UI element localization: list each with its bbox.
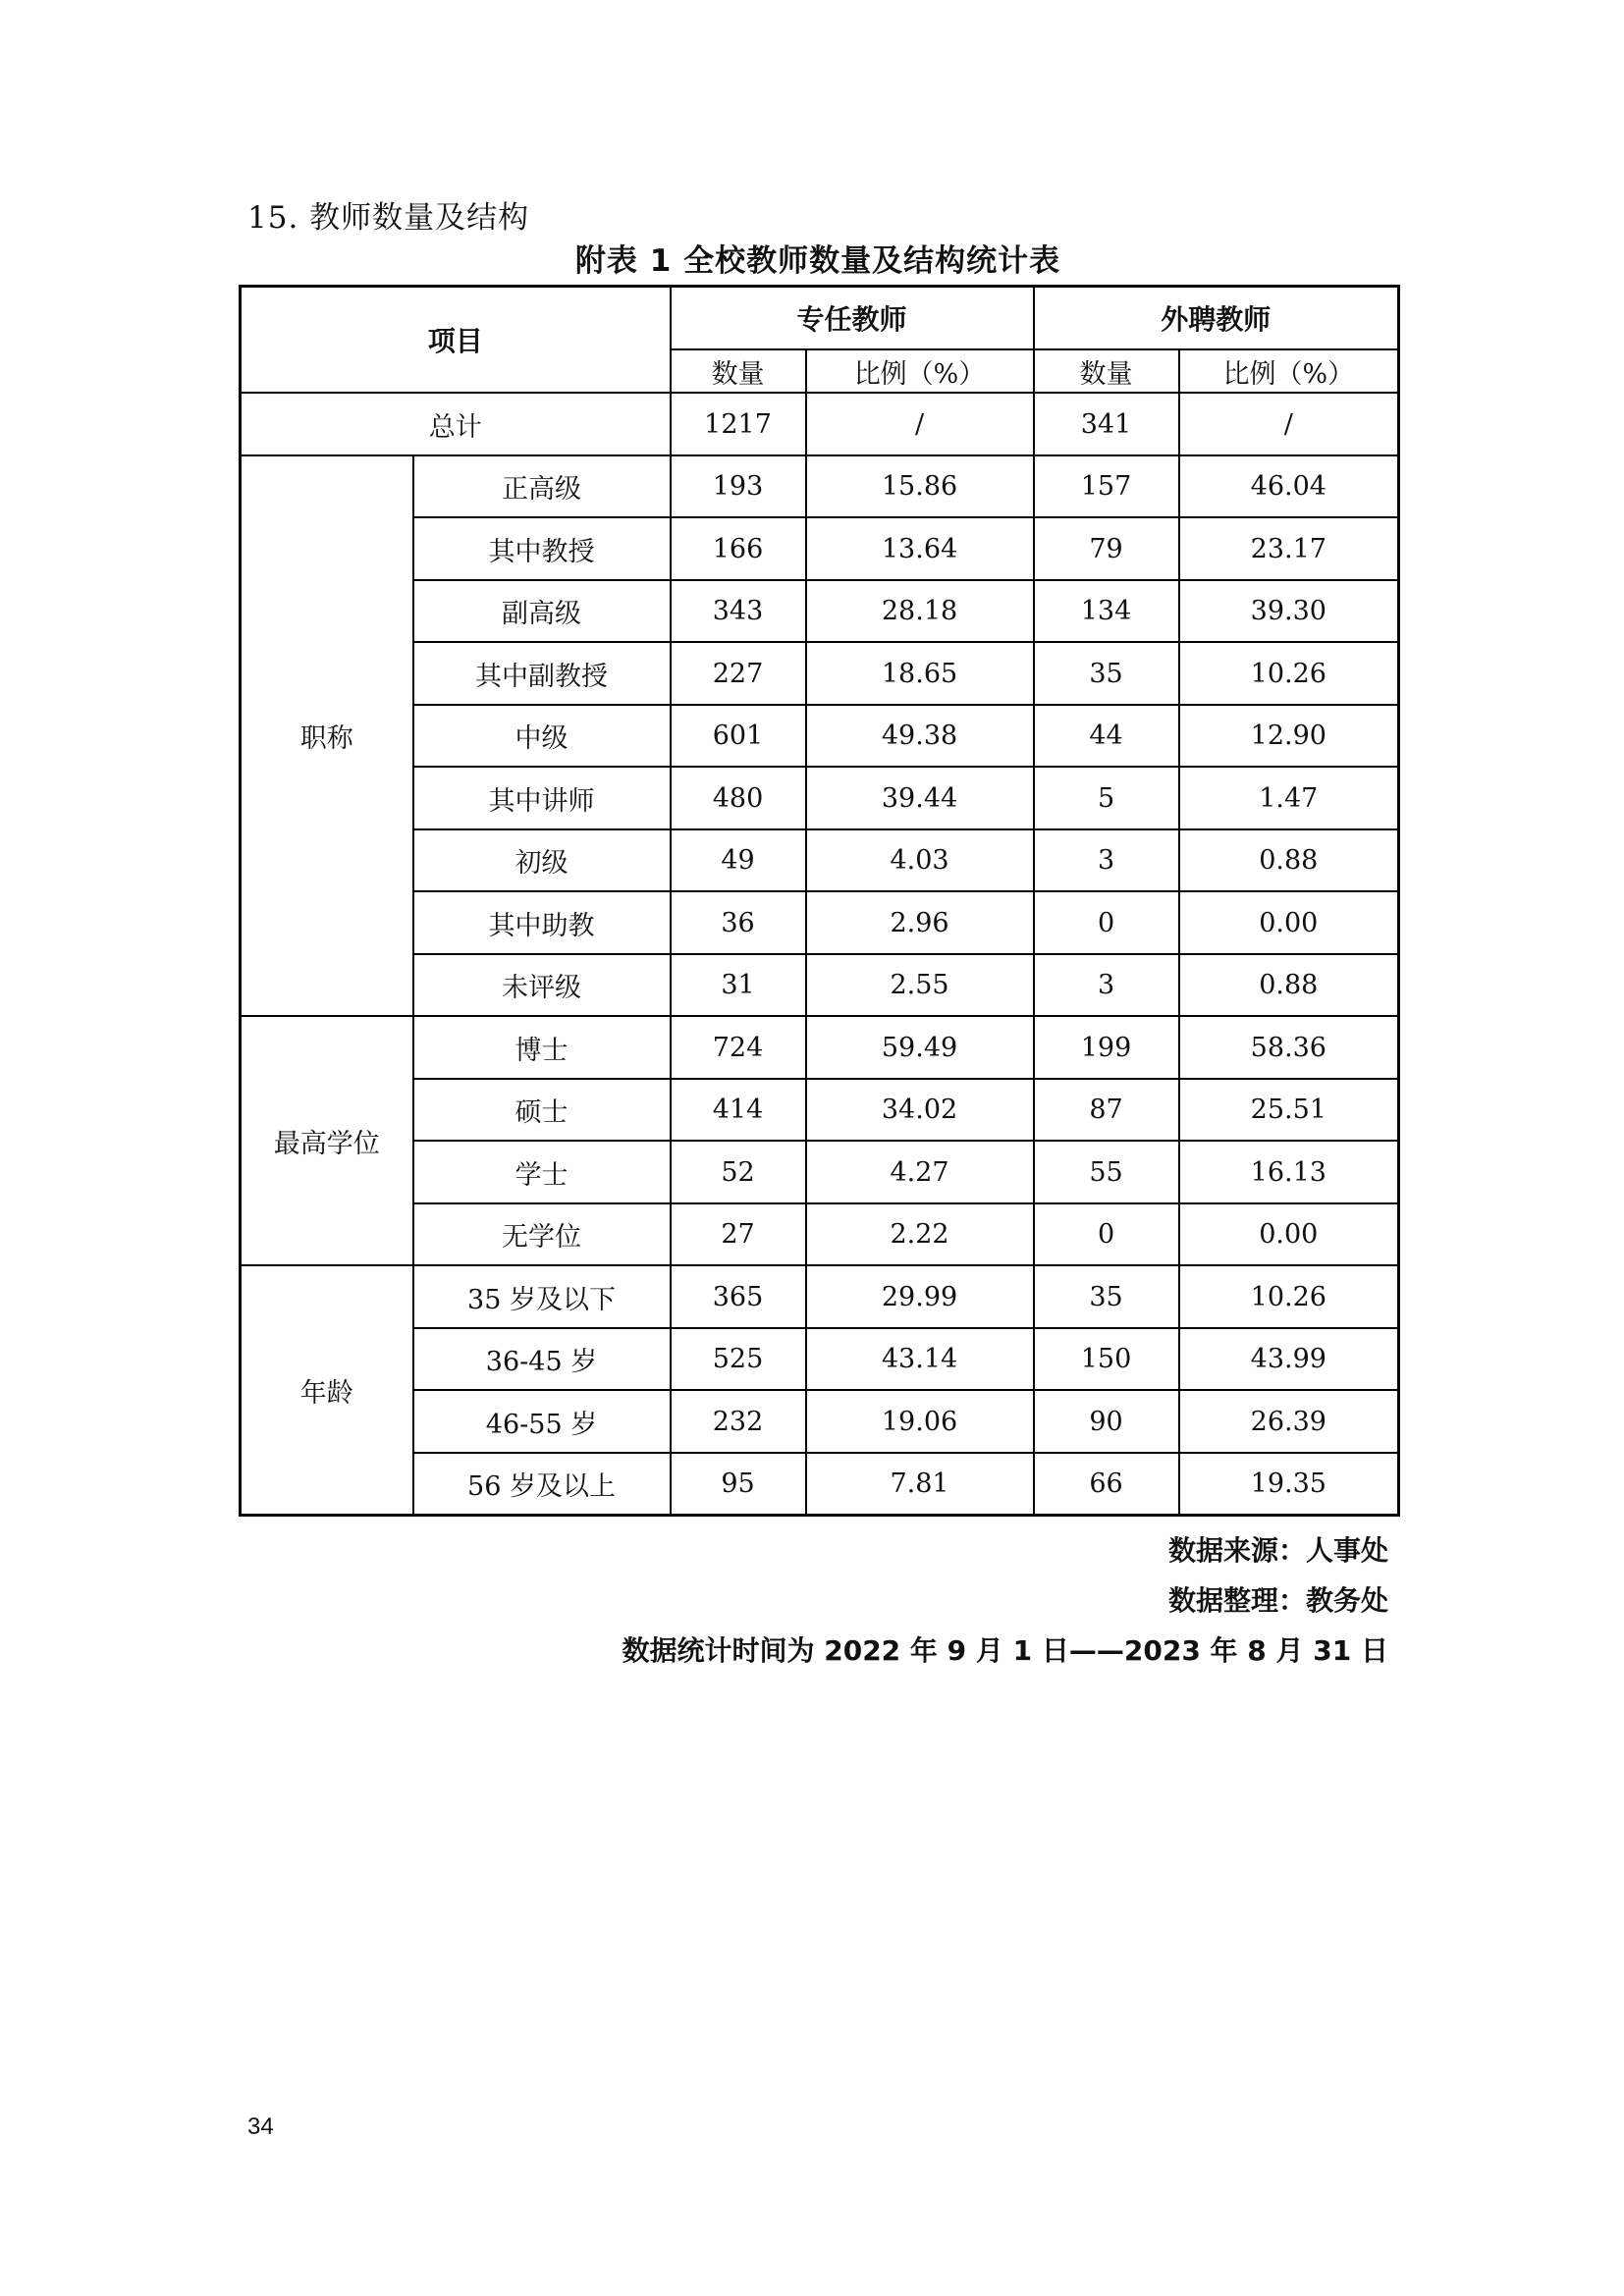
fulltime-ratio-cell: 13.64 (806, 517, 1034, 580)
external-ratio-cell: 0.00 (1179, 1203, 1399, 1266)
external-count-cell: 55 (1034, 1141, 1179, 1203)
fulltime-ratio-cell: 39.44 (806, 767, 1034, 829)
total-external-ratio: / (1179, 393, 1399, 455)
external-ratio-cell: 26.39 (1179, 1390, 1399, 1453)
external-count-cell: 90 (1034, 1390, 1179, 1453)
fulltime-count-cell: 227 (671, 642, 806, 705)
fulltime-count-cell: 52 (671, 1141, 806, 1203)
table-row (241, 1265, 1399, 1328)
header-item: 项目 (241, 287, 671, 394)
table-row (241, 1079, 1399, 1142)
fulltime-count-cell: 414 (671, 1079, 806, 1142)
row-label: 博士 (413, 1016, 671, 1079)
table-row (241, 642, 1399, 705)
fulltime-ratio-cell: 29.99 (806, 1265, 1034, 1328)
external-count-cell: 0 (1034, 891, 1179, 954)
external-count-cell: 35 (1034, 642, 1179, 705)
fulltime-ratio-cell: 2.96 (806, 891, 1034, 954)
header-fulltime-teachers: 专任教师 (671, 287, 1034, 350)
fulltime-ratio-cell: 59.49 (806, 1016, 1034, 1079)
fulltime-count-cell: 27 (671, 1203, 806, 1266)
header-row-groups (241, 287, 1399, 350)
external-ratio-cell: 43.99 (1179, 1328, 1399, 1391)
external-count-cell: 3 (1034, 954, 1179, 1017)
external-ratio-cell: 19.35 (1179, 1453, 1399, 1516)
row-label: 46-55 岁 (413, 1390, 671, 1453)
fulltime-count-cell: 95 (671, 1453, 806, 1516)
external-ratio-cell: 39.30 (1179, 580, 1399, 643)
row-label: 硕士 (413, 1079, 671, 1142)
fulltime-count-cell: 166 (671, 517, 806, 580)
external-ratio-cell: 0.88 (1179, 829, 1399, 892)
total-fulltime-count: 1217 (671, 393, 806, 455)
external-count-cell: 35 (1034, 1265, 1179, 1328)
table-row (241, 1328, 1399, 1391)
fulltime-count-cell: 232 (671, 1390, 806, 1453)
page-number: 34 (247, 2113, 274, 2140)
fulltime-ratio-cell: 4.27 (806, 1141, 1034, 1203)
fulltime-count-cell: 724 (671, 1016, 806, 1079)
fulltime-ratio-cell: 15.86 (806, 455, 1034, 518)
header-external-teachers: 外聘教师 (1034, 287, 1399, 350)
fulltime-count-cell: 36 (671, 891, 806, 954)
table-row (241, 1141, 1399, 1203)
fulltime-ratio-cell: 34.02 (806, 1079, 1034, 1142)
external-ratio-cell: 0.88 (1179, 954, 1399, 1017)
teacher-statistics-table (239, 285, 1400, 1517)
table-row (241, 1203, 1399, 1266)
row-label: 无学位 (413, 1203, 671, 1266)
external-count-cell: 44 (1034, 705, 1179, 768)
table-caption: 附表 1 全校教师数量及结构统计表 (574, 243, 1061, 279)
table-row (241, 829, 1399, 892)
fulltime-ratio-cell: 7.81 (806, 1453, 1034, 1516)
external-ratio-cell: 1.47 (1179, 767, 1399, 829)
total-row (241, 393, 1399, 455)
total-fulltime-ratio: / (806, 393, 1034, 455)
external-ratio-cell: 12.90 (1179, 705, 1399, 768)
external-count-cell: 3 (1034, 829, 1179, 892)
fulltime-ratio-cell: 2.22 (806, 1203, 1034, 1266)
fulltime-count-cell: 49 (671, 829, 806, 892)
row-label: 其中讲师 (413, 767, 671, 829)
header-external-ratio: 比例（%） (1179, 349, 1399, 393)
fulltime-ratio-cell: 19.06 (806, 1390, 1034, 1453)
external-ratio-cell: 23.17 (1179, 517, 1399, 580)
external-ratio-cell: 58.36 (1179, 1016, 1399, 1079)
fulltime-ratio-cell: 18.65 (806, 642, 1034, 705)
table-row (241, 455, 1399, 518)
category-group-label: 最高学位 (241, 1016, 413, 1265)
table-row (241, 1016, 1399, 1079)
note-data-source: 数据来源：人事处 (1167, 1534, 1388, 1567)
external-ratio-cell: 0.00 (1179, 891, 1399, 954)
category-group-label: 年龄 (241, 1265, 413, 1515)
row-label: 学士 (413, 1141, 671, 1203)
category-group-label: 职称 (241, 455, 413, 1017)
external-count-cell: 157 (1034, 455, 1179, 518)
fulltime-count-cell: 525 (671, 1328, 806, 1391)
table-row (241, 1453, 1399, 1516)
fulltime-count-cell: 31 (671, 954, 806, 1017)
external-ratio-cell: 10.26 (1179, 642, 1399, 705)
fulltime-count-cell: 343 (671, 580, 806, 643)
table-row (241, 1390, 1399, 1453)
external-count-cell: 0 (1034, 1203, 1179, 1266)
row-label: 副高级 (413, 580, 671, 643)
row-label: 其中助教 (413, 891, 671, 954)
table-row (241, 705, 1399, 768)
header-external-count: 数量 (1034, 349, 1179, 393)
external-ratio-cell: 16.13 (1179, 1141, 1399, 1203)
total-external-count: 341 (1034, 393, 1179, 455)
row-label: 其中副教授 (413, 642, 671, 705)
external-count-cell: 5 (1034, 767, 1179, 829)
external-count-cell: 150 (1034, 1328, 1179, 1391)
note-statistics-period: 数据统计时间为 2022 年 9 月 1 日——2023 年 8 月 31 日 (622, 1634, 1388, 1667)
fulltime-ratio-cell: 43.14 (806, 1328, 1034, 1391)
table-row (241, 580, 1399, 643)
table-row (241, 954, 1399, 1017)
fulltime-ratio-cell: 28.18 (806, 580, 1034, 643)
row-label: 正高级 (413, 455, 671, 518)
row-label: 中级 (413, 705, 671, 768)
row-label: 35 岁及以下 (413, 1265, 671, 1328)
section-heading: 15. 教师数量及结构 (247, 200, 530, 236)
external-count-cell: 199 (1034, 1016, 1179, 1079)
external-count-cell: 87 (1034, 1079, 1179, 1142)
table-row (241, 767, 1399, 829)
header-fulltime-count: 数量 (671, 349, 806, 393)
row-label: 36-45 岁 (413, 1328, 671, 1391)
fulltime-count-cell: 365 (671, 1265, 806, 1328)
fulltime-count-cell: 601 (671, 705, 806, 768)
fulltime-ratio-cell: 49.38 (806, 705, 1034, 768)
external-count-cell: 66 (1034, 1453, 1179, 1516)
external-count-cell: 79 (1034, 517, 1179, 580)
external-ratio-cell: 46.04 (1179, 455, 1399, 518)
row-label: 未评级 (413, 954, 671, 1017)
external-ratio-cell: 25.51 (1179, 1079, 1399, 1142)
row-label: 初级 (413, 829, 671, 892)
fulltime-ratio-cell: 4.03 (806, 829, 1034, 892)
row-label: 56 岁及以上 (413, 1453, 671, 1516)
total-label: 总计 (241, 393, 671, 455)
table-row (241, 891, 1399, 954)
table-row (241, 517, 1399, 580)
fulltime-ratio-cell: 2.55 (806, 954, 1034, 1017)
external-count-cell: 134 (1034, 580, 1179, 643)
row-label: 其中教授 (413, 517, 671, 580)
header-fulltime-ratio: 比例（%） (806, 349, 1034, 393)
note-data-compiled-by: 数据整理：教务处 (1167, 1584, 1388, 1617)
external-ratio-cell: 10.26 (1179, 1265, 1399, 1328)
fulltime-count-cell: 193 (671, 455, 806, 518)
fulltime-count-cell: 480 (671, 767, 806, 829)
